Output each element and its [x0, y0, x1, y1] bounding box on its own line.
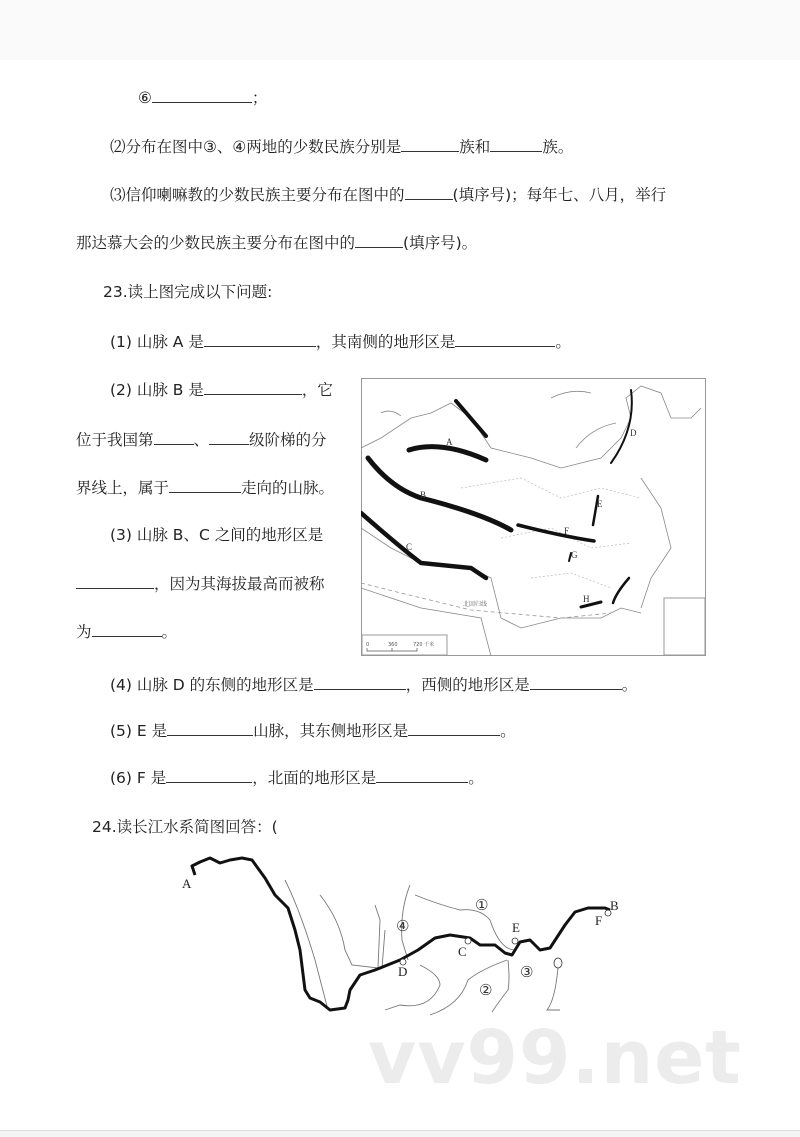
q23-part2-cont1 [76, 430, 327, 450]
marker: ⑥ [138, 89, 152, 107]
text: (1) 山脉 A 是 [110, 333, 204, 351]
q23-part3-cont2 [76, 622, 177, 642]
text: (4) 山脉 D 的东侧的地形区是 [110, 676, 314, 694]
q22-part3-cont [76, 233, 477, 253]
text: ，西侧的地形区是 [405, 676, 530, 694]
answer-blank [169, 478, 241, 493]
text: 。 [555, 333, 571, 351]
q24-title: 24.读长江水系简图回答：( [92, 818, 278, 836]
text: (6) F 是 [110, 769, 167, 787]
answer-blank [401, 137, 459, 152]
city-E-marker [512, 938, 518, 944]
map-label-C: C [406, 542, 413, 552]
text: 为 [76, 623, 92, 641]
answer-blank [76, 574, 154, 589]
answer-blank [376, 768, 468, 783]
answer-blank [209, 430, 249, 445]
text: 山脉，其东侧地形区是 [253, 722, 409, 740]
text: ，其南侧的地形区是 [315, 333, 456, 351]
q23-title: 23.读上图完成以下问题: [103, 283, 273, 301]
text: 级阶梯的分 [249, 431, 327, 449]
map-label-A: A [446, 437, 453, 447]
text: 、 [193, 431, 210, 449]
answer-blank [405, 185, 453, 200]
text: 。 [468, 769, 484, 787]
point-E: E [512, 920, 520, 935]
text: (5) E 是 [110, 722, 168, 740]
scale-0: 0 [366, 642, 370, 648]
watermark: vv99.net [368, 1015, 742, 1101]
point-D: D [398, 964, 408, 979]
south-sea-inset [664, 598, 705, 655]
map-label-E: E [597, 499, 603, 509]
q23-part5 [110, 721, 516, 741]
answer-blank [152, 88, 252, 103]
tributary-4: ④ [396, 917, 410, 935]
text: 族。 [542, 138, 574, 156]
text: 那达慕大会的少数民族主要分布在图中的 [76, 234, 356, 252]
map-label-D: D [630, 428, 637, 438]
scale-720: 720 千米 [413, 642, 435, 648]
q23-part3-cont1 [76, 574, 325, 594]
answer-blank [92, 622, 162, 637]
q22-item6 [138, 88, 267, 108]
map-label-B: B [420, 490, 427, 500]
q23-part3: (3) 山脉 B、C 之间的地形区是 [110, 526, 324, 544]
text: 走向的山脉。 [241, 479, 335, 497]
text: 位于我国第 [76, 431, 154, 449]
q23-part2-cont2 [76, 478, 334, 498]
answer-blank [166, 768, 252, 783]
point-A: A [182, 876, 192, 891]
tropic-label: 北回归线 [463, 601, 488, 608]
scale-360: 360 [388, 642, 398, 648]
map-label-H: H [583, 594, 590, 604]
text: (2) 山脉 B 是 [110, 381, 204, 399]
answer-blank [408, 721, 500, 736]
answer-blank [455, 332, 555, 347]
text: 界线上，属于 [76, 479, 170, 497]
answer-blank [154, 430, 194, 445]
text: ⑶信仰喇嘛教的少数民族主要分布在图中的 [110, 186, 405, 204]
scale-box [362, 635, 447, 655]
answer-blank [490, 137, 542, 152]
q23-part4 [110, 675, 637, 695]
top-margin [0, 0, 800, 60]
text: 族和 [459, 138, 491, 156]
text: 。 [161, 623, 178, 641]
q22-part2 [110, 137, 573, 157]
text: ，北面的地形区是 [252, 769, 377, 787]
tributary-3: ③ [520, 963, 534, 981]
answer-blank [167, 721, 253, 736]
q22-part3 [110, 185, 666, 205]
map-label-F: F [564, 526, 570, 536]
tributary-1: ① [475, 896, 489, 914]
q23-part2 [110, 380, 333, 400]
answer-blank [530, 675, 622, 690]
q23-part1 [110, 332, 571, 352]
lake-marker [554, 958, 562, 968]
answer-blank [355, 233, 403, 248]
tributary-2: ② [479, 981, 493, 999]
text: (填序号)；每年七、八月，举行 [452, 186, 667, 204]
map-label-G: G [571, 550, 578, 560]
text: (填序号)。 [403, 234, 478, 252]
answer-blank [204, 332, 316, 347]
answer-blank [314, 675, 406, 690]
text: 。 [621, 676, 638, 694]
china-mountains-map [361, 378, 706, 656]
text: 。 [500, 722, 516, 740]
text: ，因为其海拔最高而被称 [154, 575, 325, 593]
answer-blank [204, 380, 302, 395]
text: ； [251, 89, 268, 107]
point-B: B [610, 898, 619, 913]
point-F: F [595, 913, 603, 928]
yangtze-river-map [170, 850, 640, 1020]
point-C: C [458, 944, 467, 959]
text: ，它 [301, 381, 333, 399]
q23-part6 [110, 768, 484, 788]
text: ⑵分布在图中③、④两地的少数民族分别是 [110, 138, 402, 156]
